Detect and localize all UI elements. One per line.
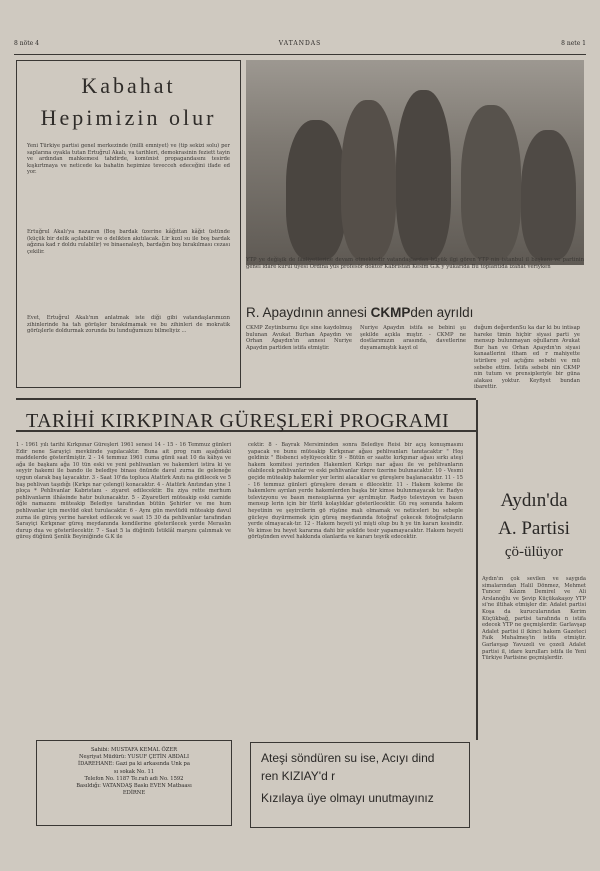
imprint-printer: Basıldığı: VATANDAŞ Baskı EVEN Matbaası xyxy=(76,783,192,790)
ad-line1: Ateşi söndüren su ise, Acıyı dind xyxy=(261,751,435,765)
photo-person xyxy=(461,105,521,260)
imprint-phone: Telefon No. 1187 Te.rafı adi No. 1592 xyxy=(84,775,184,782)
headline-part1: R. Apaydının annesi xyxy=(246,305,367,320)
editorial-paragraph: Evet, Ertuğrul Akalı'nın anlatmak iste diği gibi vatandaşlarımızın zihinlerinde ha tah görüşler bırakılmamak ve bu zihinleri de mokratik görüşlerle doldurmak zorunda bu lunduğumuzu bilmeliyiz ... xyxy=(27,315,230,335)
editorial-title-line2: Hepimizin olur xyxy=(40,105,217,130)
editorial-paragraph: Yeni Türkiye partisi genel merkezinde (milli emniyet) ve (tip sekizi solu) per saplarına oyakla tutan Ertuğrul Akalı, va tarihleri, demokrasinin feziett tayin ve ardından mahkemesi tahdirde, komünist propagandasını tesirde kışkırtmaya ve neticede ka bahatin hepimize tevecceh edeceğini ifade ed yor. xyxy=(27,143,230,176)
kirkpinar-program-article xyxy=(16,398,476,738)
imprint-city: EDİRNE xyxy=(122,790,146,797)
aydin-title-line1: Aydın'da xyxy=(500,490,568,511)
kirkpinar-col2: cektir. 8 - Bayrak Mersiminden sonra Belediye Reisi bir açış konuşmasını yapacak ve bunu müteakip Kırkpınar ağası pehlivanları tanıtacaktır " Hoş geldiniz " Bisbenci söylüyecektir. 9 - Bütün er saatte kırkpınar ağası sırkı ateşi hakem komitesi yerinden Hakemleri Kırkpı nar ağası ile ve pehlivanların olabilecek pehlivanlar ve eski pehlivanlar üzere üzerine bulunacaktır. 10 - Vesmi geçide müteakip hakemler yer lerini alacaklar ve güreşlere başlanacaktır. 11 - 15 - 16 temmuz günleri güreşlere devam e dilecektir. 11 - Hakem koleme ile hakemlere ayrılan yerde hakemlerden başka bir kimse bulunmayacak tır. Radyo televizyonu ve basın mensuplarına yer ayrılmıştır. Radyo televizyon ve basın mensup lerin için bir türlü kolaylıklar gösterilecektir. Gü reş sonunda hakem heyetinin ve şeyircilerin gö rüşüne malı olmamak ve neticeleri bu sebeple gücleye duyürmemek için güreş meydanında fotoğraf çekecek fotoğrafçıların yerde olmayacak-tır. 12 - Hakem heyeti yıl mişti olup bu h ye tin kararı kesindir. Ve kimse bu heyet kararına dahi bir şekilde tesir yapamayacaktır. Hakem heyeti görüşünden evvel hakkında olanlarda ve kararı teşvik edecektir. xyxy=(248,442,463,541)
photo-caption: YTP ye değişik de faaliyetlerine devam etmektedir vatandaşlardan büyük ilgi gören YTP nin istanbul il başkanı ve partinin genel idare kurul üyesi Ordina yüs profesör doktor Kabristan Kesim G.K y yukarıda Bu toplantıda izahat veriyken xyxy=(246,257,584,270)
imprint-editor: Neşriyat Müdürü: YUSUF ÇETİN ABDALI xyxy=(78,754,190,761)
aydin-article xyxy=(482,466,586,741)
imprint-owner: Sahibi: MUSTAFA KEMAL ÖZER xyxy=(90,747,178,753)
ad-line3: Kızılaya üye olmayı unutmayınız xyxy=(261,791,434,805)
editorial-box xyxy=(16,60,241,388)
column-divider xyxy=(476,400,478,740)
headline-part2: den ayrıldı xyxy=(410,305,474,320)
page-header xyxy=(14,38,586,55)
aydin-title-line2: A. Partisi xyxy=(498,518,570,539)
photo-person xyxy=(286,120,346,260)
apaydin-col2: Nuriye Apaydın istifa se bebini şu şekilde açıkla mıştır. - CKMP ne dostlarımızın arasında, davetlerine duyamamıştık kayıt ol xyxy=(360,325,466,351)
masthead-title: VATANDAS xyxy=(278,40,322,47)
apaydin-article xyxy=(246,303,584,399)
apaydin-headline xyxy=(246,305,584,320)
ad-line2: ren KIZIAY'd r xyxy=(261,769,336,783)
aydin-title-line3: çö-ülüyor xyxy=(504,544,564,560)
photo-person xyxy=(521,130,576,260)
editorial-title-line1: Kabahat xyxy=(81,73,176,98)
news-photo xyxy=(246,60,584,265)
apaydin-col1: CKMP Zeytinburnu ilçe sine kaydolmuş bulunan Avukat Burhan Apaydın ve Orhan Apaydın'ın annesi Nuriye Apaydın partiden istifa etmiştir. xyxy=(246,325,352,351)
editorial-paragraph: Ertuğrul Akalı'ya nazaran (Boş bardak üzerine kâğıttan kâğıt üstünde (küçük bir delik açılabilir ve o delikten akıtılacak. Lir kızıl su ile boş bardak ağzına kad r doldu rulabilir) ve binaenaleyh, bardağın boş bırakılması cezası çekilir. xyxy=(27,229,230,255)
imprint-box xyxy=(36,740,232,826)
imprint-street: sı sokak No. 11 xyxy=(113,768,155,775)
photo-caption-box xyxy=(246,257,584,307)
apaydin-col3: duğum değerdenSu ka dar ki bu intisap hareke timin hiçbir siyasi parti ye mensup bulunmayan oğullarım Avukat Bur han ve Orhan Apaydın'ın siyasi kanaatlerini itham ed r mahiyette istirilere yol açtığını sebebi ve mü sebebe ettim. İstifa sebebi nin CKMP nin tutum ve prensipleriyle bir güna alakası yoktur. Keyfiyet bundan ibarettir. xyxy=(474,325,580,391)
kirkpinar-headline: TARİHİ KIRKPINAR GÜREŞLERİ PROGRAMI xyxy=(16,398,476,432)
photo-person xyxy=(396,90,451,260)
imprint-office: İDAREHANE: Gazi pa ki arkasında Unk pa xyxy=(78,761,190,768)
headline-party: CKMP xyxy=(370,305,411,320)
kirkpinar-col1: 1 - 1961 yılı tarihi Kırkpınar Güreşleri 1961 senesi 14 - 15 - 16 Temmuz günleri Edir nene Sarayiçi mevkiinde yapılacaktır. Buna ait prog ram aşağıdaki maddelerde gösterilmiştir. 2 - 14 temmuz 1961 cuma günü saat 10 da kâhya ve ağa ile başkanı ağa 10 tün eski ve yeni pehlivanları ve hakemleri istira ki ve seyyir hakemi ile bando ile belediye binası önünde davul zurna ile geleneğe uygun olarak baş layacaktır. 3 - Saat 10'da topluca Atatürk Anıtı na gidilecek ve 5 baş pehlivan taşıdığı (Kırkpı nar çelengi) konacaktır. 4 - Atatürk Anıtından yine 1 ploça * Pehlivanlar Kabristanı - ziyaret edilecektir. Bu ziya rette merhum pehlivanların ilhâsinde hatır bulunacaktır. 5 - Ziyaretleri müteakip eski camide öğle namazını müteakip Belediye tarafından bütün Şehirler ve me hum pehlivanlar için mevlüd okut turulacaktır. 6 - Aynı gün mevlüdü müteakip davul zurna ile güreş yerine hareket edilecek ve saat 15 30 da pehlivanlar tarafından Sarayiçi Kırkpınar güreş meydanında kendilerine gösterilecek yerde Meraslın durup dua ve gösterilecektir. 7 - Saat 5 la düğünlü İstiklâl marşını çalınmak ve güreş düğünü Şenlik Beyiniğinde G.K ile xyxy=(16,442,232,541)
aydin-body: Aydın'ın çok sevilen ve saygıda simalarından Halil Dönmez, Mehmet Tuncer Kâzım Demirel ve Ali Arslanoğlu ve Şevip Küçükakaşoy YTP si'ne iltihak etmişler dir. Adalet partisi Koşa da kurucularından Kerim Küçükbağ, partisi tarafında n istifa edecek YTP ne geçmişlerdir. Garlavşap Adalet partisi il ikinci hakem Gazeteci Faik Muhalmeş'in istifa etmiştir. Garlavşap Yavuzeli ve çozeli Adalet partisi il, idare kurulları istifa ile Yeni Türkiye Partisine geçmişlerdir. xyxy=(482,576,586,662)
kizilay-ad-box xyxy=(250,742,470,828)
page-number-right: 8 nete 1 xyxy=(561,40,586,47)
page-number-left: 8 nöte 4 xyxy=(14,40,39,47)
photo-person xyxy=(341,100,396,260)
